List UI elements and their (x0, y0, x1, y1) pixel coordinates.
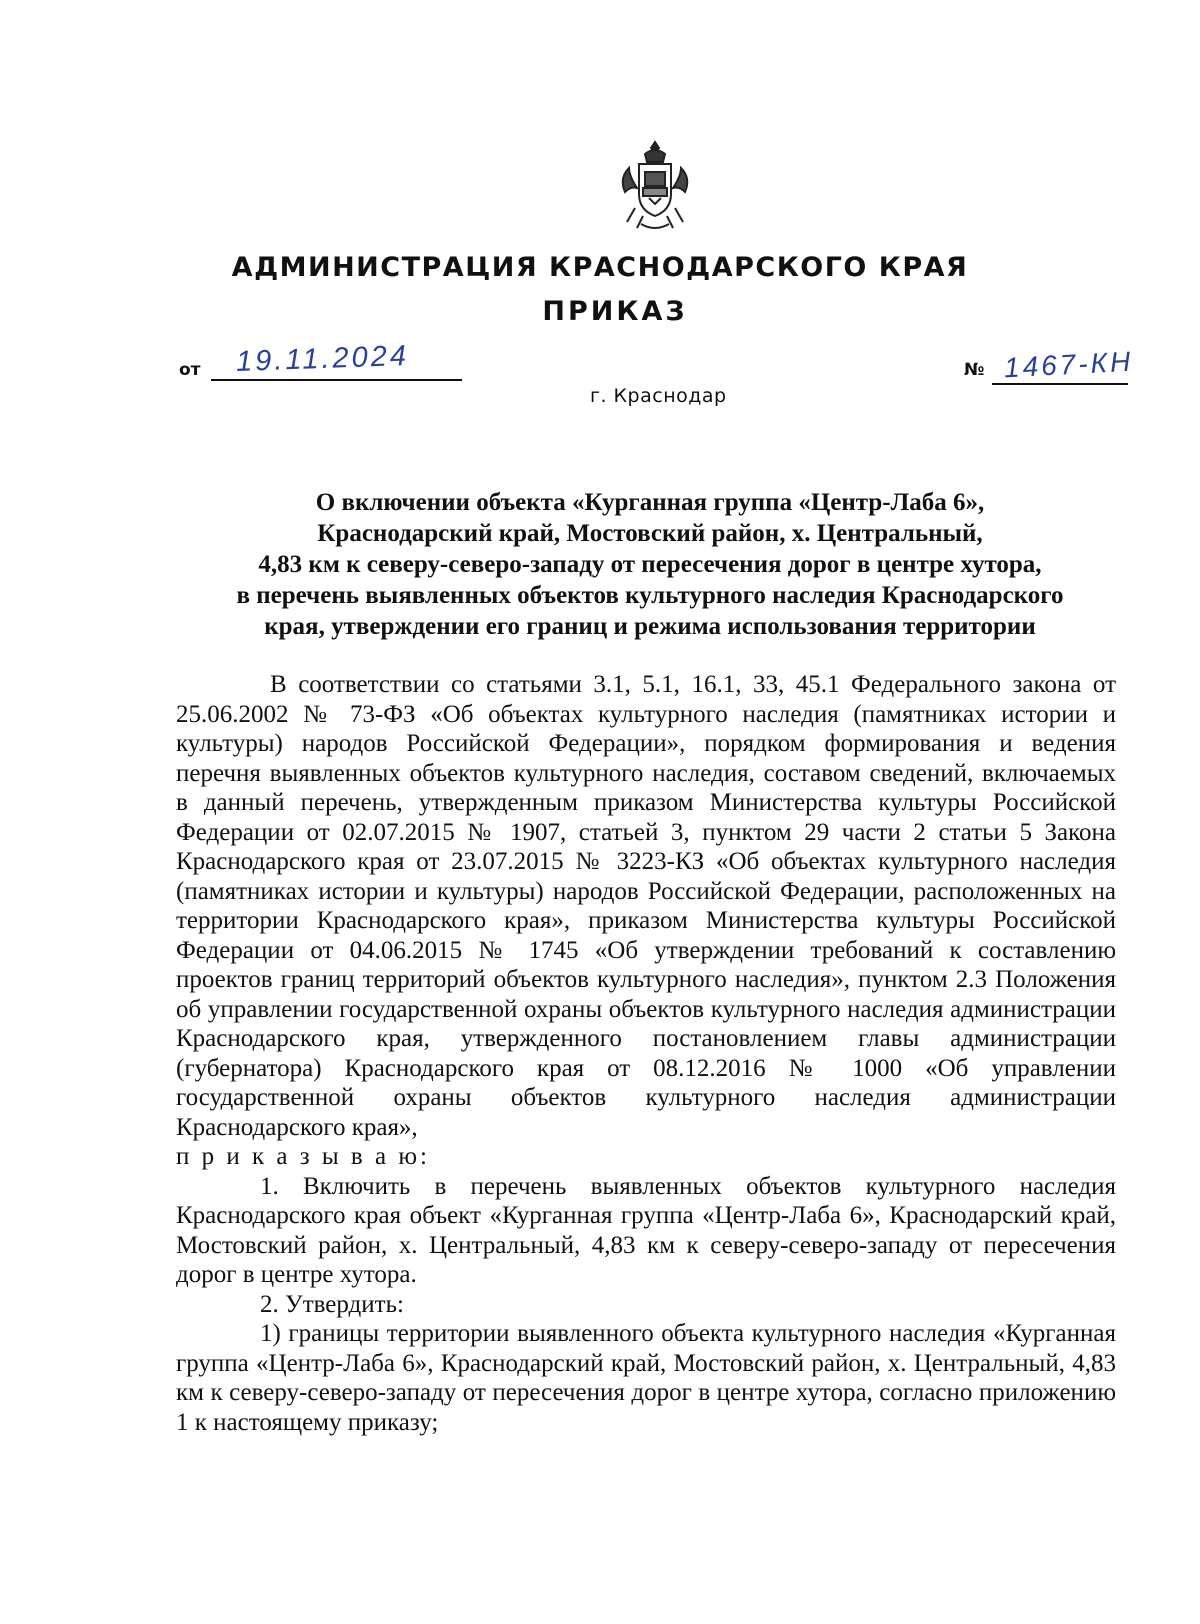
organization-title: АДМИНИСТРАЦИЯ КРАСНОДАРСКОГО КРАЯ (231, 252, 969, 283)
preamble-paragraph: В соответствии со статьями 3.1, 5.1, 16.1, 33, 45.1 Федерального закона от 25.06.2002 № 73-ФЗ «Об объектах культурного наследия (памятниках истории и культуры) народов Российской Федерации», порядком формирования и ведения перечня выявленных объектов культурного наследия, составом сведений, включаемых в данный перечень, утвержденным приказом Министерства культуры Российской Федерации от 02.07.2015 № 1907, статьей 3, пунктом 29 части 2 статьи 5 Закона Краснодарского края от 23.07.2015 № 3223-КЗ «Об объектах культурного наследия (памятниках истории и культуры) народов Российской Федерации, расположенных на территории Краснодарского края», приказом Министерства культуры Российской Федерации от 04.06.2015 № 1745 «Об утверждении требований к составлению проектов границ территорий объектов культурного наследия», пунктом 2.3 Положения об управлении государственной охраны объектов культурного наследия администрации Краснодарского края, утвержденного постановлением главы администрации (губернатора) Краснодарского края от 08.12.2016 № 1000 «Об управлении государственной охраны объектов культурного наследия администрации Краснодарского края», (176, 671, 1116, 1141)
document-type-title: ПРИКАЗ (542, 296, 688, 327)
city: г. Краснодар (590, 385, 727, 407)
date-label: от (179, 360, 201, 380)
date-value: 19.11.2024 (235, 339, 410, 379)
heading-line: края, утверждении его границ и режима использования территории (264, 613, 1036, 640)
item-2-1-paragraph: 1) границы территории выявленного объекта культурного наследия «Курганная группа «Центр-Лаба 6», Краснодарский край, Мостовский район, х. Центральный, 4,83 км к северу-северо-западу от пересечения дорог в центре хутора, согласно приложению 1 к настоящему приказу; (176, 1320, 1116, 1436)
order-word: п р и к а з ы в а ю: (176, 1143, 430, 1170)
heading-line: 4,83 км к северу-северо-западу от пересечения дорог в центре хутора, (258, 551, 1042, 578)
heading-line: в перечень выявленных объектов культурного наследия Краснодарского (236, 582, 1064, 609)
item-2-paragraph: 2. Утвердить: (260, 1290, 404, 1318)
document-heading (170, 487, 1130, 642)
coat-of-arms-icon (615, 138, 695, 234)
date-underline (211, 379, 462, 381)
document-body (176, 670, 1116, 1437)
heading-line: Краснодарский край, Мостовский район, х. Центральный, (317, 520, 983, 547)
number-value: 1467-КН (1003, 345, 1135, 384)
heading-line: О включении объекта «Курганная группа «Центр-Лаба 6», (315, 489, 985, 516)
item-1-paragraph: 1. Включить в перечень выявленных объектов культурного наследия Краснодарского края объект «Курганная группа «Центр-Лаба 6», Краснодарский край, Мостовский район, х. Центральный, 4,83 км к северу-северо-западу от пересечения дорог в центре хутора. (176, 1172, 1116, 1288)
number-label: № (964, 360, 985, 380)
